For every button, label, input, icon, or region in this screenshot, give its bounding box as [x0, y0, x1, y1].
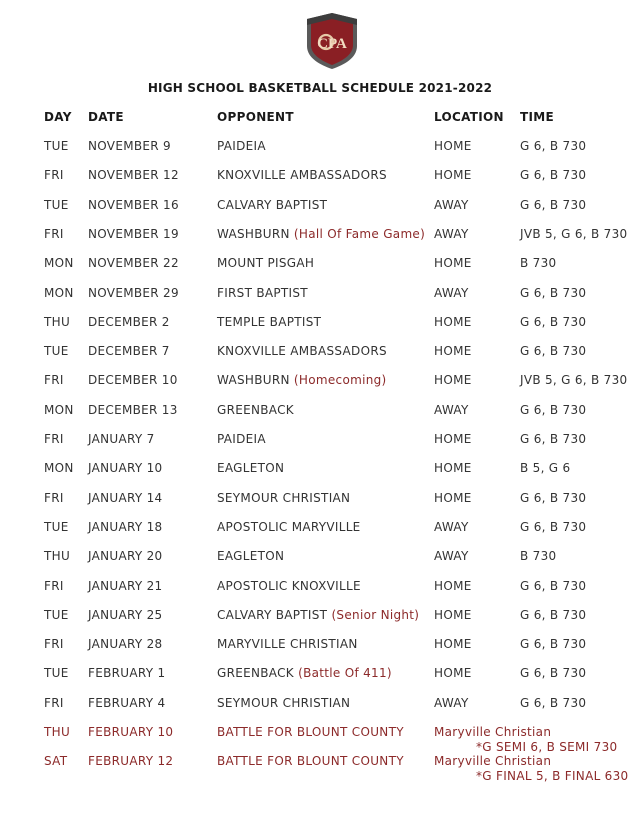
opponent-name: TEMPLE BAPTIST	[217, 315, 322, 329]
cell-location: HOME	[434, 491, 472, 505]
cell-day: FRI	[44, 579, 64, 593]
cell-opponent	[217, 549, 284, 563]
header-date: DATE	[88, 110, 124, 124]
opponent-note: (Senior Night)	[331, 608, 420, 622]
cell-time: G 6, B 730	[520, 696, 587, 710]
cell-time: G 6, B 730	[520, 139, 587, 153]
opponent-name: MARYVILLE CHRISTIAN	[217, 637, 358, 651]
table-row	[0, 227, 640, 247]
opponent-name: CALVARY BAPTIST	[217, 608, 328, 622]
table-row	[0, 491, 640, 511]
opponent-name: WASHBURN	[217, 227, 290, 241]
cell-date: JANUARY 14	[88, 491, 163, 505]
cell-date: NOVEMBER 16	[88, 198, 179, 212]
cell-location: HOME	[434, 139, 472, 153]
tournament-detail: *G SEMI 6, B SEMI 730	[476, 740, 618, 754]
cell-time: G 6, B 730	[520, 666, 587, 680]
opponent-note: (Battle Of 411)	[298, 666, 392, 680]
table-row	[0, 666, 640, 686]
opponent-name: CALVARY BAPTIST	[217, 198, 328, 212]
cell-opponent	[217, 286, 308, 300]
table-row	[0, 198, 640, 218]
cell-location: HOME	[434, 168, 472, 182]
cell-day: THU	[44, 315, 71, 329]
header-time: TIME	[520, 110, 554, 124]
cell-opponent	[217, 373, 387, 387]
cell-day: MON	[44, 256, 74, 270]
cell-date: NOVEMBER 19	[88, 227, 179, 241]
cell-day: FRI	[44, 696, 64, 710]
cell-time: JVB 5, G 6, B 730	[520, 227, 628, 241]
cell-opponent	[217, 579, 361, 593]
cell-opponent	[217, 608, 419, 622]
cell-day: FRI	[44, 373, 64, 387]
table-row	[0, 432, 640, 452]
cell-opponent	[217, 227, 425, 241]
cell-location: AWAY	[434, 198, 469, 212]
cell-location: HOME	[434, 432, 472, 446]
cell-date: JANUARY 21	[88, 579, 163, 593]
table-row	[0, 461, 640, 481]
cell-opponent	[217, 666, 392, 680]
cell-day: THU	[44, 725, 71, 739]
opponent-name: PAIDEIA	[217, 139, 266, 153]
cell-day: FRI	[44, 432, 64, 446]
cell-opponent	[217, 403, 294, 417]
cell-day: SAT	[44, 754, 68, 768]
cell-date: DECEMBER 13	[88, 403, 178, 417]
cell-time: G 6, B 730	[520, 608, 587, 622]
cell-day: MON	[44, 286, 74, 300]
cell-opponent	[217, 168, 387, 182]
opponent-note: (Homecoming)	[293, 373, 387, 387]
table-row	[0, 286, 640, 306]
opponent-name: GREENBACK	[217, 403, 294, 417]
cell-location: HOME	[434, 579, 472, 593]
cell-opponent	[217, 637, 358, 651]
cell-location: HOME	[434, 373, 472, 387]
table-row	[0, 168, 640, 188]
cell-time: G 6, B 730	[520, 344, 587, 358]
table-header	[0, 110, 640, 130]
cell-location: Maryville Christian	[434, 754, 552, 768]
cell-time: G 6, B 730	[520, 286, 587, 300]
cell-location: HOME	[434, 608, 472, 622]
header-opponent: OPPONENT	[217, 110, 294, 124]
opponent-name: FIRST BAPTIST	[217, 286, 308, 300]
cell-day: TUE	[44, 666, 69, 680]
cell-date: DECEMBER 7	[88, 344, 170, 358]
opponent-name: MOUNT PISGAH	[217, 256, 315, 270]
cell-location: AWAY	[434, 696, 469, 710]
cell-date: NOVEMBER 12	[88, 168, 179, 182]
cell-opponent: BATTLE FOR BLOUNT COUNTY	[217, 725, 404, 739]
cell-location: HOME	[434, 461, 472, 475]
cell-day: FRI	[44, 168, 64, 182]
opponent-name: PAIDEIA	[217, 432, 266, 446]
cell-date: JANUARY 7	[88, 432, 155, 446]
cell-location: HOME	[434, 344, 472, 358]
cell-day: FRI	[44, 227, 64, 241]
cell-day: FRI	[44, 637, 64, 651]
opponent-name: EAGLETON	[217, 549, 285, 563]
cell-date: JANUARY 20	[88, 549, 163, 563]
cell-date: FEBRUARY 1	[88, 666, 166, 680]
cell-opponent	[217, 315, 321, 329]
cell-date: FEBRUARY 4	[88, 696, 166, 710]
cell-time: G 6, B 730	[520, 432, 587, 446]
cell-time: G 6, B 730	[520, 315, 587, 329]
table-row	[0, 608, 640, 628]
cell-date: JANUARY 25	[88, 608, 163, 622]
opponent-name: KNOXVILLE AMBASSADORS	[217, 168, 387, 182]
cell-opponent	[217, 461, 284, 475]
schedule-title: HIGH SCHOOL BASKETBALL SCHEDULE 2021-2022	[147, 81, 493, 95]
cell-time: B 730	[520, 256, 557, 270]
cell-location: AWAY	[434, 227, 469, 241]
table-row	[0, 520, 640, 540]
cell-opponent	[217, 696, 350, 710]
cell-date: JANUARY 18	[88, 520, 163, 534]
opponent-name: WASHBURN	[217, 373, 290, 387]
cell-day: TUE	[44, 344, 69, 358]
cell-date: DECEMBER 2	[88, 315, 170, 329]
cell-location: AWAY	[434, 520, 469, 534]
opponent-name: EAGLETON	[217, 461, 285, 475]
opponent-name: KNOXVILLE AMBASSADORS	[217, 344, 387, 358]
logo-text: CPA	[317, 36, 347, 52]
cell-opponent	[217, 491, 350, 505]
table-row	[0, 373, 640, 393]
cell-opponent	[217, 432, 266, 446]
cell-location: HOME	[434, 666, 472, 680]
opponent-name: SEYMOUR CHRISTIAN	[217, 491, 351, 505]
cell-time: G 6, B 730	[520, 403, 587, 417]
cell-time: G 6, B 730	[520, 637, 587, 651]
cell-time: B 730	[520, 549, 557, 563]
cell-opponent	[217, 198, 327, 212]
cell-day: MON	[44, 403, 74, 417]
cell-day: THU	[44, 549, 71, 563]
cell-location: AWAY	[434, 403, 469, 417]
table-row	[0, 315, 640, 335]
cell-opponent	[217, 520, 361, 534]
table-row	[0, 637, 640, 657]
cell-day: FRI	[44, 491, 64, 505]
tournament-detail: *G FINAL 5, B FINAL 630	[476, 769, 629, 783]
cell-time: B 5, G 6	[520, 461, 571, 475]
cell-time: G 6, B 730	[520, 168, 587, 182]
cell-date: NOVEMBER 29	[88, 286, 179, 300]
opponent-name: SEYMOUR CHRISTIAN	[217, 696, 351, 710]
cell-day: TUE	[44, 520, 69, 534]
cell-opponent	[217, 256, 314, 270]
cell-location: AWAY	[434, 549, 469, 563]
cell-date: DECEMBER 10	[88, 373, 178, 387]
school-crest-logo	[303, 12, 361, 70]
cell-date: FEBRUARY 12	[88, 754, 174, 768]
cell-time: G 6, B 730	[520, 491, 587, 505]
opponent-name: APOSTOLIC KNOXVILLE	[217, 579, 361, 593]
cell-location: HOME	[434, 256, 472, 270]
cell-time: G 6, B 730	[520, 520, 587, 534]
header-day: DAY	[44, 110, 72, 124]
header-location: LOCATION	[434, 110, 504, 124]
cell-location: HOME	[434, 637, 472, 651]
opponent-note: (Hall Of Fame Game)	[293, 227, 426, 241]
table-row	[0, 256, 640, 276]
cell-opponent: BATTLE FOR BLOUNT COUNTY	[217, 754, 404, 768]
cell-time: G 6, B 730	[520, 198, 587, 212]
cell-time: JVB 5, G 6, B 730	[520, 373, 628, 387]
cell-date: JANUARY 28	[88, 637, 163, 651]
table-row	[0, 344, 640, 364]
table-row	[0, 696, 640, 716]
cell-opponent	[217, 139, 266, 153]
cell-day: TUE	[44, 139, 69, 153]
table-row	[0, 549, 640, 569]
cell-location: Maryville Christian	[434, 725, 552, 739]
cell-date: JANUARY 10	[88, 461, 163, 475]
table-row	[0, 579, 640, 599]
cell-day: MON	[44, 461, 74, 475]
cell-opponent	[217, 344, 387, 358]
cell-day: TUE	[44, 608, 69, 622]
cell-date: NOVEMBER 9	[88, 139, 171, 153]
table-row	[0, 139, 640, 159]
cell-date: FEBRUARY 10	[88, 725, 174, 739]
cell-location: HOME	[434, 315, 472, 329]
opponent-name: GREENBACK	[217, 666, 294, 680]
cell-time: G 6, B 730	[520, 579, 587, 593]
opponent-name: APOSTOLIC MARYVILLE	[217, 520, 361, 534]
cell-location: AWAY	[434, 286, 469, 300]
cell-day: TUE	[44, 198, 69, 212]
cell-date: NOVEMBER 22	[88, 256, 179, 270]
table-row	[0, 403, 640, 423]
